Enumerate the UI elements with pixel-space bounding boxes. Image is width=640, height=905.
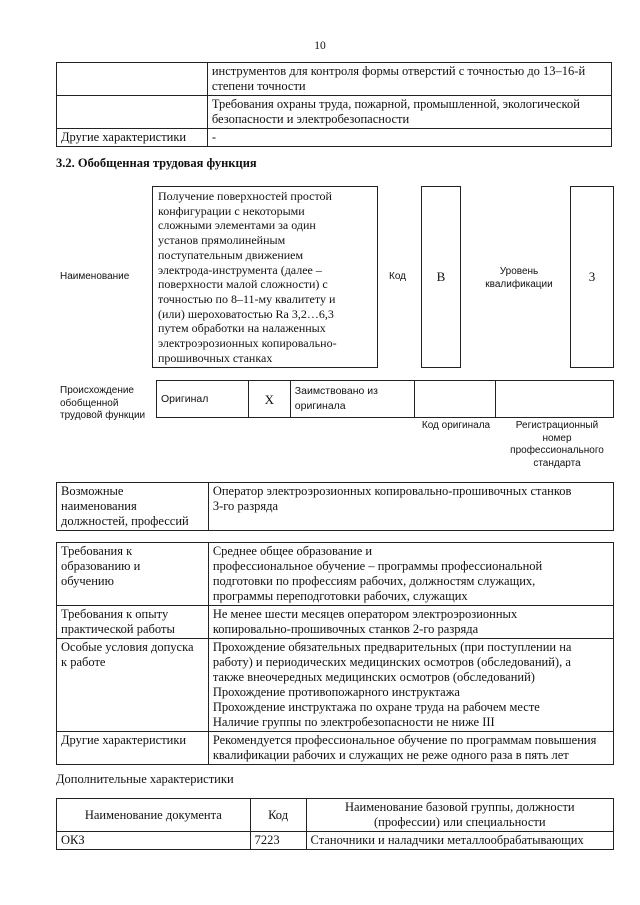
name-label: Наименование [60,271,130,282]
level-label [474,266,564,291]
level-value-box [570,186,614,368]
label-line: к работе [61,655,106,669]
additional-table [56,798,614,850]
reg-caption-line: Регистрационный [515,420,599,431]
code-original-cell [414,381,496,418]
name-line: прошивочных станках [158,350,273,365]
label-line: образованию и [61,559,141,573]
origin-table [156,380,614,418]
origin-label-line: обобщенной [60,397,119,409]
name-line: установ прямолинейным [158,233,286,248]
positions-label [57,483,209,531]
value-line: Прохождение противопожарного инструктажа [212,685,460,699]
level-label-line: квалификации [485,278,553,290]
origin-label [60,385,145,423]
reg-caption-line: стандарта [533,457,581,469]
cell-line: Требования охраны труда, пожарной, промышленной, экологической [211,97,580,111]
cell-line: инструментов для контроля формы отверстий с точностью до 13–16-й [211,64,586,78]
reg-caption-line: профессионального [510,445,604,456]
name-line: сложными элементами за один [158,218,316,233]
reg-caption-line: номер [542,432,572,444]
value-line: программы переподготовки рабочих, служащих [212,589,468,603]
header-line: (профессии) или специальности [374,815,546,829]
label-line: Требования к опыту [61,607,169,621]
name-cell: Станочники и наладчики металлообрабатывающих [306,832,613,850]
table-row [157,381,614,418]
label-line: Особые условия допуска [61,640,194,654]
label-line: Возможные [61,484,124,498]
name-line: точностью по 8–11-му квалитету и [158,291,336,306]
row-label: Другие характеристики [57,129,208,147]
row-label [57,543,209,606]
value-line: копировально-прошивочных станков 2-го разряда [212,622,479,636]
label-line: должностей, профессий [61,514,189,528]
table-cell [207,96,611,129]
value-line: также внеочередных медицинских осмотров (обследований) [212,670,535,684]
section-title: 3.2. Обобщенная трудовая функция [56,156,257,170]
origin-label-line: Происхождение [60,385,134,396]
name-line: электроэрозионных копировально- [158,336,337,351]
header-line: Наименование базовой группы, должности [344,800,575,814]
table-row [57,832,614,850]
function-name-box [152,186,378,368]
name-line: поступательным движением [158,247,304,262]
column-header: Наименование документа [57,799,251,832]
level-value: 3 [588,269,596,284]
table-header-row [57,799,614,832]
name-line: электрода-инструмента (далее – [158,262,322,277]
table-row [57,96,612,129]
code-original-caption: Код оригинала [421,420,491,431]
table-row [57,129,612,147]
additional-title: Дополнительные характеристики [56,772,234,786]
code-value-box [421,186,461,368]
cell-line: степени точности [211,79,306,93]
positions-value [208,483,613,531]
label-line: наименования [61,499,137,513]
row-value [208,639,613,732]
table-row [57,543,614,606]
name-line: поверхности малой сложности) с [158,277,328,292]
label-line: Другие характеристики [61,733,187,747]
positions-table [56,482,614,531]
code-label: Код [389,271,407,282]
value-line: Не менее шести месяцев оператором электроэрозионных [212,607,518,621]
reg-number-caption [498,420,616,470]
borrowed-label [290,381,414,418]
code-value: В [436,269,446,284]
level-label-line: Уровень [499,266,539,277]
value-line: квалификации рабочих и служащих не реже одного раза в пять лет [212,748,569,762]
column-header: Код [250,799,306,832]
cell-line: - [207,129,611,147]
table-cell [57,63,208,96]
label-line: Требования к [61,544,133,558]
table-row [57,639,614,732]
row-label [57,606,209,639]
page-number: 10 [314,40,326,52]
borrowed-line: оригинала [294,400,346,412]
name-line: Получение поверхностей простой [158,189,332,203]
original-mark: X [248,381,290,418]
cell-line: безопасности и электробезопасности [211,112,410,126]
name-line: (или) шероховатостью Ra 3,2…6,3 [158,306,334,321]
table-cell [207,63,611,96]
original-label: Оригинал [157,381,249,418]
value-line: Наличие группы по электробезопасности не ниже III [212,715,495,729]
table-row [57,606,614,639]
table-row [57,732,614,765]
value-line: профессиональное обучение – программы профессиональной [212,559,543,573]
row-value [208,543,613,606]
value-line: Среднее общее образование и [212,544,373,558]
requirements-table [56,542,614,765]
name-line: конфигурации с некоторыми [158,203,305,218]
value-line: Прохождение обязательных предварительных (при поступлении на [212,640,572,654]
table-row [57,63,612,96]
label-line: практической работы [61,622,175,636]
row-value [208,732,613,765]
reg-number-cell [496,381,614,418]
label-line: обучению [61,574,114,588]
row-label [57,732,209,765]
value-line: подготовки по профессиям рабочих, должностям служащих, [212,574,536,588]
value-line: 3-го разряда [212,499,279,513]
value-line: Прохождение инструктажа по охране труда на рабочем месте [212,700,540,714]
value-line: работу) и периодических медицинских осмотров (обследований), а [212,655,571,669]
value-line: Рекомендуется профессиональное обучение по программам повышения [212,733,597,747]
column-header [306,799,613,832]
name-line: путем обработки на налаженных [158,321,326,336]
doc-cell: ОКЗ [57,832,251,850]
row-label [57,639,209,732]
top-table [56,62,612,147]
row-value [208,606,613,639]
table-row [57,483,614,531]
borrowed-line: Заимствовано из [294,385,378,397]
value-line: Оператор электроэрозионных копировально-прошивочных станков [212,484,572,498]
code-cell: 7223 [250,832,306,850]
origin-label-line: трудовой функции [60,410,146,421]
table-cell [57,96,208,129]
